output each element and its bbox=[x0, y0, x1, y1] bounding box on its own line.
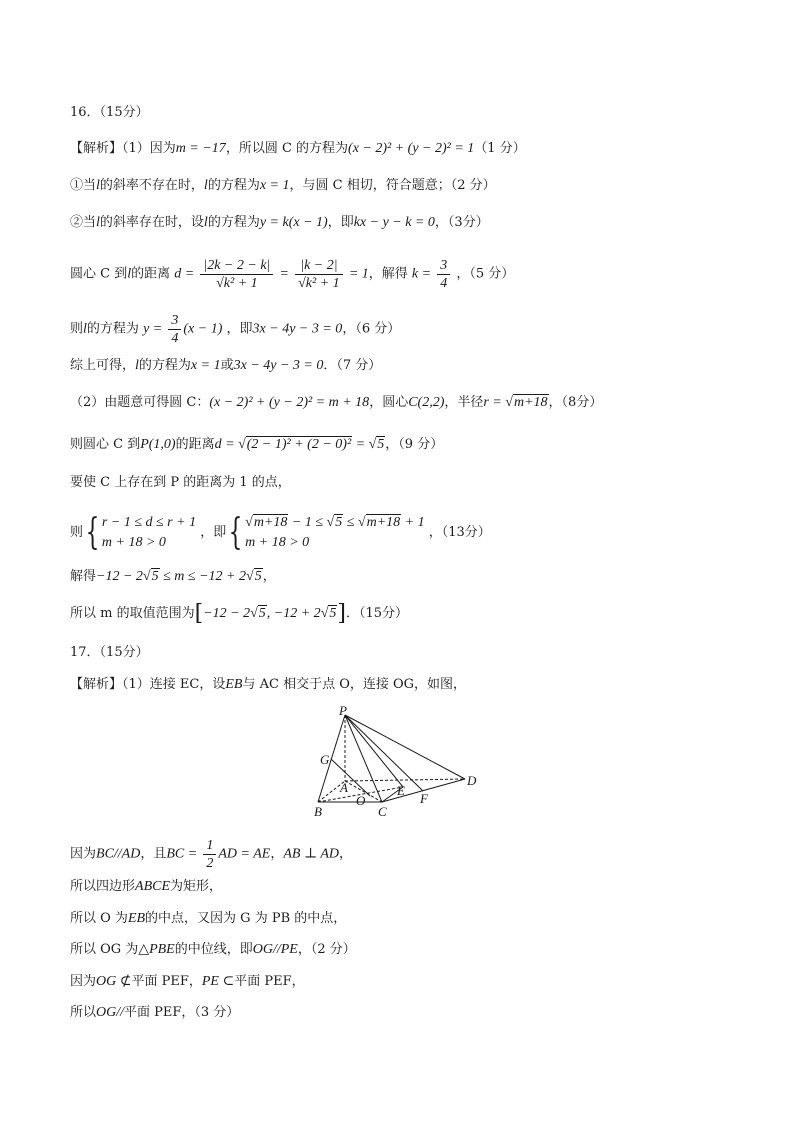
half-fraction: $\frac{1}{2}$ bbox=[203, 837, 216, 872]
p16-line-2: ①当l的斜率不存在时，l的方程为x = 1，与圆 C 相切，符合题意；（2 分） bbox=[70, 178, 496, 193]
p16-line-12: 所以 m 的取值范围为[−12 − 2√5, −12 + 2√5]．（15分） bbox=[70, 601, 409, 626]
segment-GO bbox=[331, 759, 370, 796]
label-G: G bbox=[320, 752, 330, 767]
p17-line-5: 所以 OG 为△PBE的中位线，即OG//PE，（2 分） bbox=[70, 942, 356, 957]
edge-AD bbox=[345, 779, 465, 781]
distance-fraction-1: $\frac{|2k - 2 - k|}{\text{√k² + 1}}$ bbox=[200, 257, 273, 292]
label-B: B bbox=[314, 804, 322, 819]
p17-line-4: 所以 O 为EB的中点，又因为 G 为 PB 的中点， bbox=[70, 911, 347, 926]
edge-PC bbox=[345, 715, 382, 802]
p17-heading: 17．（15分） bbox=[70, 645, 149, 660]
p16-line-3: ②当l的斜率存在时，设l的方程为y = k(x − 1)，即kx − y − k = 0，（3分） bbox=[70, 215, 489, 230]
label-A: A bbox=[340, 780, 348, 795]
pyramid-figure bbox=[300, 702, 490, 822]
p16-line-9: 要使 C 上存在到 P 的距离为 1 的点， bbox=[70, 475, 291, 490]
p16-line-11: 解得−12 − 2√5 ≤ m ≤ −12 + 2√5， bbox=[70, 569, 276, 584]
p17-line-3: 所以四边形ABCE为矩形， bbox=[70, 879, 223, 894]
p17-line-7: 所以OG//平面 PEF，（3 分） bbox=[70, 1005, 240, 1020]
p17-line-2: 因为BC//AD，且BC = $\frac{1}{2}$ AD = AE，AB ⊥ AD， bbox=[70, 838, 353, 871]
label-E: E bbox=[397, 783, 405, 798]
p16-line-4: 圆心 C 到l的距离 d = $\frac{|2k - 2 - k|}{\text{√k² + 1}}$ = $\frac{|k - 2|}{\text{√k² + 1}}$ = 1，解得 k = $\frac{3}{4}$ ，（5 分） bbox=[70, 258, 515, 291]
system-1: r − 1 ≤ d ≤ r + 1 m + 18 > 0 bbox=[101, 515, 197, 551]
p16-line-1: 【解析】（1）因为m = −17，所以圆 C 的方程为(x − 2)² + (y − 2)² = 1（1 分） bbox=[70, 141, 526, 156]
label-F: F bbox=[420, 791, 428, 806]
p16-line-7: （2）由题意可得圆 C：(x − 2)² + (y − 2)² = m + 18，圆心C(2,2)，半径r = √m+18，（8分） bbox=[70, 395, 603, 410]
line-slope-fraction: $\frac{3}{4}$ bbox=[168, 312, 181, 347]
label-C: C bbox=[378, 804, 387, 819]
p16-line-6: 综上可得，l的方程为x = 1或3x − 4y − 3 = 0．（7 分） bbox=[70, 358, 382, 373]
edge-PE bbox=[345, 715, 403, 787]
p17-line-6: 因为OG ⊄平面 PEF，PE ⊂平面 PEF， bbox=[70, 974, 305, 989]
p17-line-1: 【解析】（1）连接 EC，设EB与 AC 相交于点 O，连接 OG，如图， bbox=[70, 677, 467, 692]
label-O: O bbox=[356, 793, 366, 808]
p16-line-5: 则l的方程为 y = $\frac{3}{4}$ (x − 1) ，即3x − 4y − 3 = 0，（6 分） bbox=[70, 313, 401, 346]
distance-fraction-2: $\frac{|k - 2|}{\text{√k² + 1}}$ bbox=[295, 257, 343, 292]
system-2: √m+18 − 1 ≤ √5 ≤ √m+18 + 1 m + 18 > 0 bbox=[245, 515, 425, 551]
label-D: D bbox=[467, 773, 477, 788]
edge-PD bbox=[345, 715, 465, 779]
p16-heading: 16．（15分） bbox=[70, 105, 149, 120]
p16-line-10: 则{ r − 1 ≤ d ≤ r + 1 m + 18 > 0 ，即{ √m+18 − 1 ≤ √5 ≤ √m+18 + 1 m + 18 > 0 ，（13分） bbox=[70, 512, 491, 554]
p16-line-8: 则圆心 C 到P(1,0)的距离d = √(2 − 1)² + (2 − 0)² = √5，（9 分） bbox=[70, 437, 444, 452]
slope-fraction: $\frac{3}{4}$ bbox=[437, 257, 450, 292]
label-P: P bbox=[339, 703, 347, 718]
